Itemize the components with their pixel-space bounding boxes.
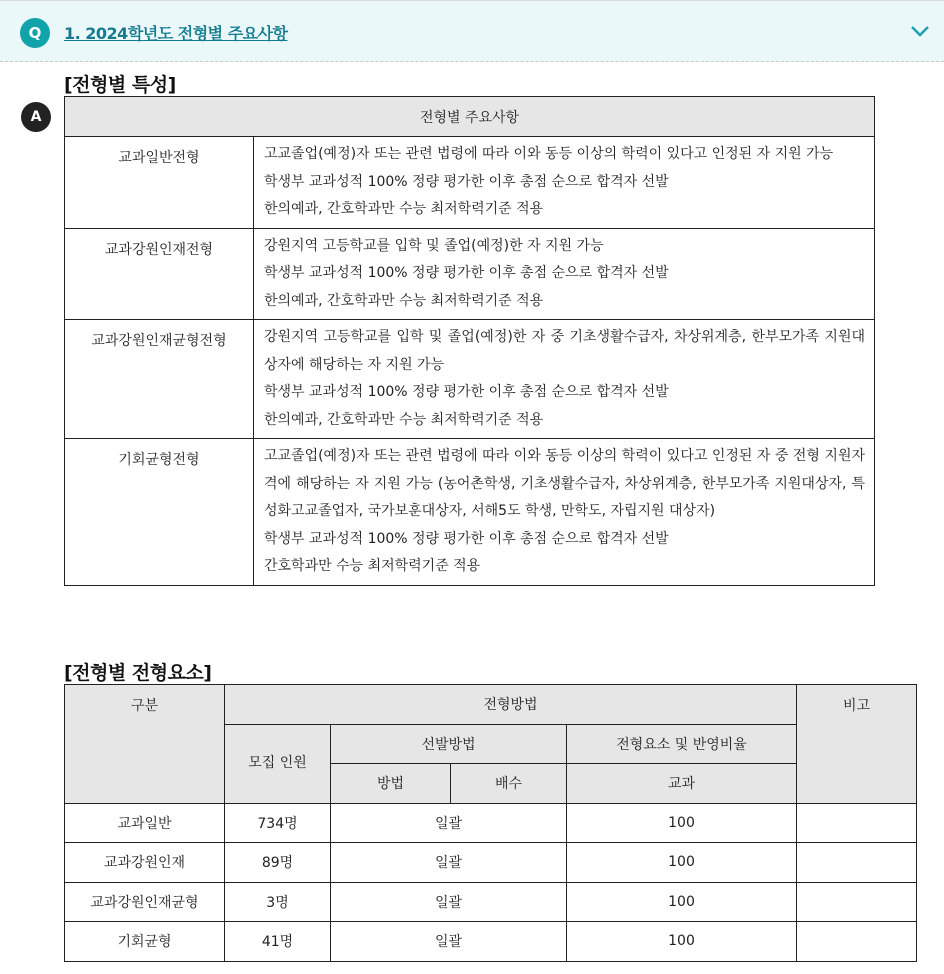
note-cell	[797, 882, 917, 922]
note-cell	[797, 843, 917, 883]
admission-type-details	[254, 439, 875, 586]
header-note: 비고	[797, 685, 917, 804]
header-recruit: 모집 인원	[225, 724, 331, 803]
table-row	[65, 803, 917, 843]
detail-line: 학생부 교과성적 100% 정량 평가한 이후 총점 순으로 합격자 선발	[264, 265, 669, 281]
admission-type-details	[254, 320, 875, 439]
a-badge: A	[21, 102, 51, 132]
table-header: 전형별 주요사항	[65, 97, 875, 137]
detail-line: 고교졸업(예정)자 또는 관련 법령에 따라 이와 동등 이상의 학력이 있다고 인정된 자 지원 가능	[264, 146, 834, 162]
subject-ratio-cell: 100	[567, 922, 797, 962]
detail-line: 한의예과, 간호학과만 수능 최저학력기준 적용	[264, 201, 544, 217]
header-how: 방법	[331, 764, 451, 804]
q-badge: Q	[20, 18, 50, 48]
table-row	[65, 320, 875, 439]
header-elements: 전형요소 및 반영비율	[567, 724, 797, 764]
header-method: 전형방법	[225, 685, 797, 725]
detail-line: 학생부 교과성적 100% 정량 평가한 이후 총점 순으로 합격자 선발	[264, 173, 669, 190]
table-row	[65, 922, 917, 962]
detail-line: 고교졸업(예정)자 또는 관련 법령에 따라 이와 동등 이상의 학력이 있다고 인정된 자 중 전형 지원자격에 해당하는 자 지원 가능 (농어촌학생, 기초생활수급자, 차상위계층, 한부모가족 지원대상자, 특성화고교졸업자, 국가보훈대상자, 서해5도 학생, 만학도, 자립지원 대상자)	[264, 448, 865, 519]
category-cell: 기회균형	[65, 922, 225, 962]
header-category: 구분	[65, 685, 225, 804]
note-cell	[797, 803, 917, 843]
method-cell: 일괄	[331, 803, 567, 843]
table-row	[65, 882, 917, 922]
admission-type-name: 기회균형전형	[65, 439, 254, 586]
detail-line: 한의예과, 간호학과만 수능 최저학력기준 적용	[264, 411, 544, 428]
admission-elements-table	[64, 684, 917, 962]
subject-ratio-cell: 100	[567, 882, 797, 922]
header-multiple: 배수	[451, 764, 567, 804]
detail-line: 강원지역 고등학교를 입학 및 졸업(예정)한 자 중 기초생활수급자, 차상위계층, 한부모가족 지원대상자에 해당하는 자 지원 가능	[264, 329, 865, 373]
admission-type-name: 교과강원인재균형전형	[65, 320, 254, 439]
faq-question-title[interactable]: 1. 2024학년도 전형별 주요사항	[64, 24, 288, 43]
detail-line: 강원지역 고등학교를 입학 및 졸업(예정)한 자 지원 가능	[264, 237, 604, 254]
chevron-down-icon[interactable]	[908, 19, 932, 43]
table-row	[65, 843, 917, 883]
category-cell: 교과일반	[65, 803, 225, 843]
section-title-elements: [전형별 전형요소]	[64, 662, 212, 684]
subject-ratio-cell: 100	[567, 803, 797, 843]
faq-question-bar[interactable]	[0, 0, 944, 62]
category-cell: 교과강원인재균형	[65, 882, 225, 922]
admission-type-name: 교과강원인재전형	[65, 228, 254, 320]
admission-type-details	[254, 228, 875, 320]
recruit-count-cell: 41명	[225, 922, 331, 962]
recruit-count-cell: 734명	[225, 803, 331, 843]
table-row	[65, 137, 875, 229]
detail-line: 학생부 교과성적 100% 정량 평가한 이후 총점 순으로 합격자 선발	[264, 530, 669, 547]
recruit-count-cell: 89명	[225, 843, 331, 883]
category-cell: 교과강원인재	[65, 843, 225, 883]
recruit-count-cell: 3명	[225, 882, 331, 922]
detail-line: 간호학과만 수능 최저학력기준 적용	[264, 558, 481, 574]
method-cell: 일괄	[331, 843, 567, 883]
table-row	[65, 439, 875, 586]
detail-line: 한의예과, 간호학과만 수능 최저학력기준 적용	[264, 292, 544, 309]
method-cell: 일괄	[331, 882, 567, 922]
table-row	[65, 228, 875, 320]
admission-characteristics-table	[64, 96, 875, 586]
header-subject: 교과	[567, 764, 797, 804]
header-selection: 선발방법	[331, 724, 567, 764]
method-cell: 일괄	[331, 922, 567, 962]
note-cell	[797, 922, 917, 962]
admission-type-details	[254, 137, 875, 229]
section-title-characteristics: [전형별 특성]	[64, 74, 176, 96]
subject-ratio-cell: 100	[567, 843, 797, 883]
detail-line: 학생부 교과성적 100% 정량 평가한 이후 총점 순으로 합격자 선발	[264, 384, 669, 400]
admission-type-name: 교과일반전형	[65, 137, 254, 229]
